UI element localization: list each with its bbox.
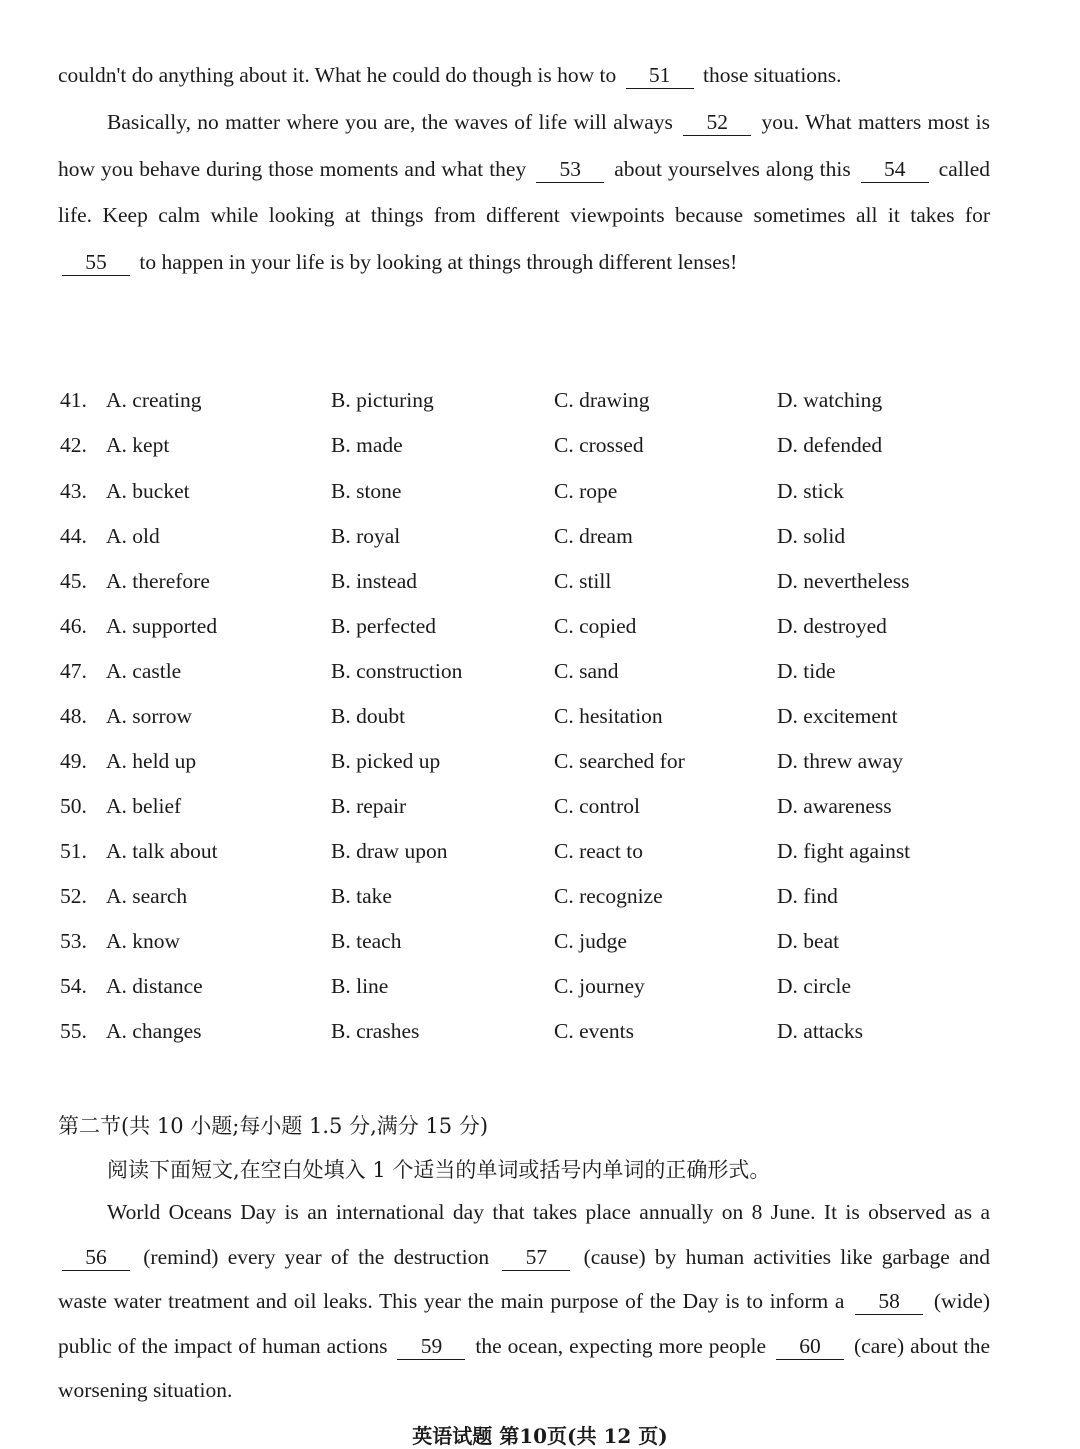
option-c[interactable]: C. sand xyxy=(554,659,619,683)
option-b[interactable]: B. royal xyxy=(331,524,401,548)
option-a[interactable]: A. creating xyxy=(106,388,202,412)
option-d[interactable]: D. awareness xyxy=(777,794,892,818)
option-row xyxy=(0,479,1080,519)
option-d[interactable]: D. fight against xyxy=(777,839,911,863)
option-c[interactable]: C. events xyxy=(554,1019,635,1043)
option-d[interactable]: D. tide xyxy=(777,659,836,683)
question-number: 45. xyxy=(60,569,87,593)
passage-text: couldn't do anything about it. What he could do though is how to xyxy=(58,63,617,87)
passage-text: those situations. xyxy=(702,63,842,87)
answer-blank-51[interactable]: 51 xyxy=(626,62,694,89)
option-c[interactable]: C. still xyxy=(554,569,612,593)
option-d[interactable]: D. circle xyxy=(777,974,852,998)
option-b[interactable]: B. take xyxy=(331,884,392,908)
option-d[interactable]: D. excitement xyxy=(777,704,898,728)
question-number: 44. xyxy=(60,524,87,548)
answer-blank-54[interactable]: 54 xyxy=(861,156,929,183)
option-a[interactable]: A. changes xyxy=(106,1019,202,1043)
option-row xyxy=(0,749,1080,789)
passage-text: World Oceans Day is an international day that takes place annually on 8 June. It is observed as a xyxy=(107,1200,990,1224)
answer-blank-58[interactable]: 58 xyxy=(855,1288,923,1315)
question-number: 50. xyxy=(60,794,87,818)
passage-text: about yourselves along this xyxy=(614,156,851,181)
option-b[interactable]: B. draw upon xyxy=(331,839,448,863)
option-b[interactable]: B. stone xyxy=(331,479,402,503)
question-number: 52. xyxy=(60,884,87,908)
option-a[interactable]: A. sorrow xyxy=(106,704,192,728)
passage-paragraph-2 xyxy=(58,99,990,285)
option-b[interactable]: B. doubt xyxy=(331,704,406,728)
option-a[interactable]: A. belief xyxy=(106,794,182,818)
option-a[interactable]: A. old xyxy=(106,524,160,548)
passage-line-1 xyxy=(58,52,990,99)
option-row xyxy=(0,1019,1080,1059)
option-c[interactable]: C. judge xyxy=(554,929,627,953)
option-d[interactable]: D. attacks xyxy=(777,1019,863,1043)
passage-text: to happen in your life is by looking at things through different lenses! xyxy=(139,249,738,274)
question-number: 42. xyxy=(60,433,87,457)
answer-blank-55[interactable]: 55 xyxy=(62,249,130,276)
answer-blank-57[interactable]: 57 xyxy=(502,1244,570,1271)
question-number: 53. xyxy=(60,929,87,953)
option-b[interactable]: B. repair xyxy=(331,794,407,818)
option-row xyxy=(0,704,1080,744)
passage-paragraph-3 xyxy=(58,1190,990,1413)
answer-blank-53[interactable]: 53 xyxy=(536,156,604,183)
option-d[interactable]: D. defended xyxy=(777,433,883,457)
option-b[interactable]: B. construction xyxy=(331,659,463,683)
option-d[interactable]: D. beat xyxy=(777,929,840,953)
question-number: 55. xyxy=(60,1019,87,1043)
option-row xyxy=(0,974,1080,1014)
option-b[interactable]: B. crashes xyxy=(331,1019,420,1043)
option-c[interactable]: C. crossed xyxy=(554,433,644,457)
option-c[interactable]: C. react to xyxy=(554,839,643,863)
option-d[interactable]: D. nevertheless xyxy=(777,569,910,593)
option-d[interactable]: D. destroyed xyxy=(777,614,887,638)
question-number: 48. xyxy=(60,704,87,728)
option-d[interactable]: D. solid xyxy=(777,524,846,548)
passage-text: (care) about the worsening situation. xyxy=(58,1333,991,1402)
option-row xyxy=(0,433,1080,473)
option-d[interactable]: D. watching xyxy=(777,388,883,412)
option-c[interactable]: C. journey xyxy=(554,974,645,998)
option-a[interactable]: A. kept xyxy=(106,433,170,457)
option-c[interactable]: C. control xyxy=(554,794,640,818)
passage-text: you. What matters most is how you behave during those moments and what they xyxy=(58,110,991,181)
option-a[interactable]: A. bucket xyxy=(106,479,190,503)
passage-text: the ocean, expecting more people xyxy=(475,1333,767,1358)
option-a[interactable]: A. held up xyxy=(106,749,197,773)
passage-text: Basically, no matter where you are, the waves of life will always xyxy=(107,110,673,134)
option-c[interactable]: C. rope xyxy=(554,479,618,503)
option-a[interactable]: A. castle xyxy=(106,659,182,683)
option-b[interactable]: B. line xyxy=(331,974,389,998)
option-b[interactable]: B. picturing xyxy=(331,388,434,412)
answer-blank-59[interactable]: 59 xyxy=(397,1333,465,1360)
option-c[interactable]: C. recognize xyxy=(554,884,663,908)
section-instruction: 阅读下面短文,在空白处填入 1 个适当的单词或括号内单词的正确形式。 xyxy=(107,1158,771,1182)
option-row xyxy=(0,884,1080,924)
answer-blank-52[interactable]: 52 xyxy=(683,109,751,136)
passage-text: called life. Keep calm while looking at things from different viewpoints because sometimes all it takes for xyxy=(58,156,990,227)
option-b[interactable]: B. picked up xyxy=(331,749,441,773)
passage-text: (remind) every year of the destruction xyxy=(143,1244,490,1269)
option-b[interactable]: B. instead xyxy=(331,569,417,593)
option-d[interactable]: D. threw away xyxy=(777,749,903,773)
page-footer: 英语试题 第10页(共 12 页) xyxy=(412,1424,668,1448)
option-c[interactable]: C. hesitation xyxy=(554,704,663,728)
passage-text: (wide) public of the impact of human actions xyxy=(58,1289,991,1358)
option-row xyxy=(0,929,1080,969)
option-c[interactable]: C. searched for xyxy=(554,749,685,773)
option-row xyxy=(0,614,1080,654)
option-b[interactable]: B. perfected xyxy=(331,614,437,638)
option-row xyxy=(0,659,1080,699)
option-row xyxy=(0,794,1080,834)
option-a[interactable]: A. search xyxy=(106,884,188,908)
option-a[interactable]: A. therefore xyxy=(106,569,210,593)
question-number: 41. xyxy=(60,388,87,412)
passage-text: (cause) by human activities like garbage and waste water treatment and oil leaks. This year the main purpose of the Day is to inform a xyxy=(58,1244,991,1313)
option-b[interactable]: B. made xyxy=(331,433,403,457)
answer-blank-56[interactable]: 56 xyxy=(62,1244,130,1271)
option-b[interactable]: B. teach xyxy=(331,929,402,953)
section-heading: 第二节(共 10 小题;每小题 1.5 分,满分 15 分) xyxy=(58,1114,489,1138)
option-c[interactable]: C. dream xyxy=(554,524,633,548)
question-number: 54. xyxy=(60,974,87,998)
option-a[interactable]: A. know xyxy=(106,929,181,953)
question-number: 43. xyxy=(60,479,87,503)
option-c[interactable]: C. copied xyxy=(554,614,637,638)
question-number: 49. xyxy=(60,749,87,773)
question-number: 46. xyxy=(60,614,87,638)
question-number: 47. xyxy=(60,659,87,683)
option-a[interactable]: A. supported xyxy=(106,614,218,638)
option-d[interactable]: D. stick xyxy=(777,479,844,503)
answer-blank-60[interactable]: 60 xyxy=(776,1333,844,1360)
option-c[interactable]: C. drawing xyxy=(554,388,650,412)
option-row xyxy=(0,524,1080,564)
question-number: 51. xyxy=(60,839,87,863)
option-row xyxy=(0,388,1080,428)
option-a[interactable]: A. distance xyxy=(106,974,203,998)
option-row xyxy=(0,839,1080,879)
option-a[interactable]: A. talk about xyxy=(106,839,218,863)
option-row xyxy=(0,569,1080,609)
option-d[interactable]: D. find xyxy=(777,884,838,908)
